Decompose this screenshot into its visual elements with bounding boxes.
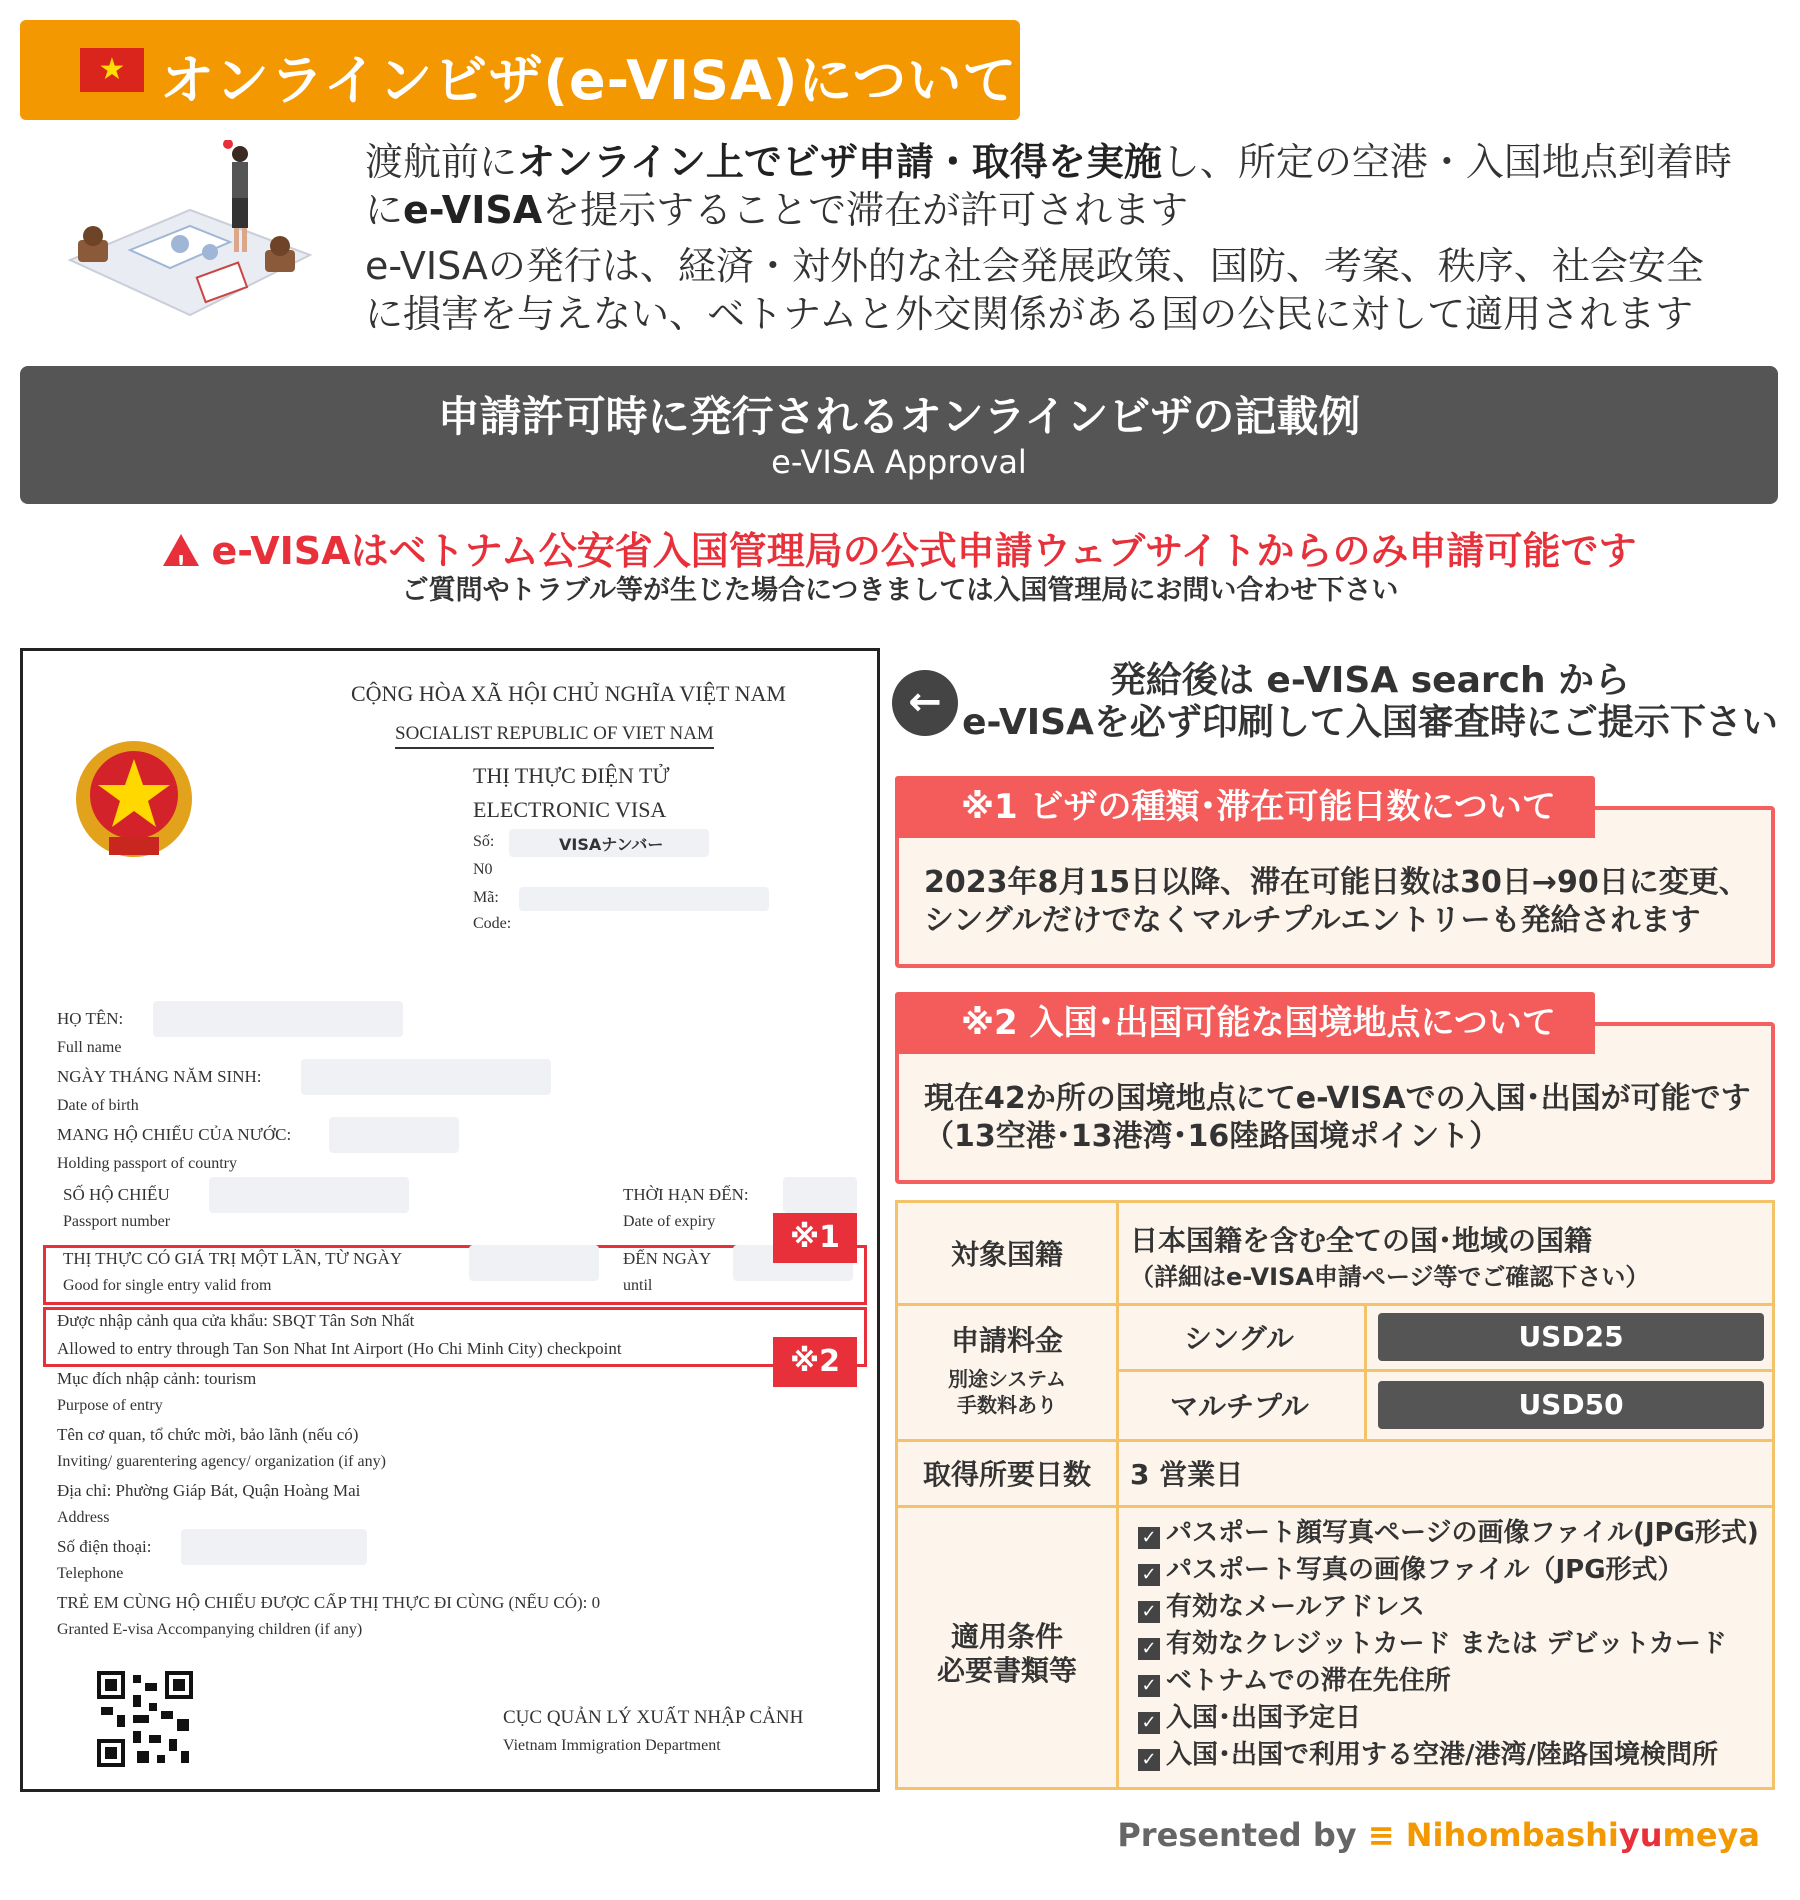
- requirement-text: パスポート写真の画像ファイル（JPG形式）: [1166, 1555, 1684, 1585]
- dept-vi: CỤC QUẢN LÝ XUẤT NHẬP CẢNH: [503, 1707, 804, 1728]
- single-label: シングル: [1184, 1322, 1294, 1355]
- fullname-en: Full name: [57, 1039, 122, 1056]
- section-title-en: e-VISA Approval: [771, 443, 1027, 481]
- note-1-line-2: シングルだけでなくマルチプルエントリーも発給されます: [924, 903, 1701, 938]
- code-field: [519, 887, 769, 911]
- requirements-list: [1138, 1515, 1759, 1774]
- table-column-divider: [1364, 1303, 1367, 1439]
- requirement-text: 有効なメールアドレス: [1166, 1592, 1425, 1622]
- requirement-item: [1138, 1700, 1759, 1737]
- days-label: 取得所要日数: [922, 1458, 1091, 1491]
- nationality-label: 対象国籍: [950, 1238, 1063, 1271]
- intro-text: [365, 138, 1765, 346]
- note-2-line-2: （13空港･13港湾･16陸路国境ポイント）: [924, 1119, 1500, 1154]
- print-instruction-line-1: 発給後は e-VISA search から: [1109, 660, 1631, 701]
- valid-from-vi: THỊ THỰC CÓ GIÁ TRỊ MỘT LẦN, TỪ NGÀY: [63, 1249, 403, 1268]
- title-banner: [20, 20, 1020, 120]
- checkbox-checked-icon: ✓: [1138, 1638, 1160, 1660]
- checkbox-checked-icon: ✓: [1138, 1749, 1160, 1771]
- note-2-tab: ※2 入国･出国可能な国境地点について: [895, 992, 1595, 1054]
- phone-field: [181, 1529, 367, 1565]
- evisa-document: [20, 648, 880, 1792]
- warning-main: ! e-VISAはベトナム公安省入国管理局の公式申請ウェブサイトからのみ申請可能です: [0, 528, 1800, 574]
- so-label: Số:: [473, 833, 495, 850]
- agency-vi: Tên cơ quan, tổ chức mời, bảo lãnh (nếu có): [57, 1425, 359, 1444]
- info-table: [895, 1200, 1775, 1790]
- tag-2: ※2: [773, 1337, 857, 1387]
- requirement-text: 有効なクレジットカード または デビットカード: [1166, 1629, 1727, 1659]
- note-1-tab: ※1 ビザの種類･滞在可能日数について: [895, 776, 1595, 838]
- republic-en: SOCIALIST REPUBLIC OF VIET NAM: [395, 723, 714, 749]
- requirement-text: 入国･出国で利用する空港/港湾/陸路国境検問所: [1166, 1740, 1718, 1770]
- requirement-item: [1138, 1663, 1759, 1700]
- back-arrow-icon: ←: [892, 670, 958, 736]
- section-header: [20, 366, 1778, 504]
- fullname-field: [153, 1001, 403, 1037]
- phone-vi: Số điện thoại:: [57, 1537, 152, 1556]
- warning-sub: ご質問やトラブル等が生じた場合につきましては入国管理局にお問い合わせ下さい: [401, 575, 1399, 606]
- page-title: オンラインビザ(e-VISA)について: [160, 49, 1018, 112]
- country-en: Holding passport of country: [57, 1155, 237, 1172]
- republic-vi: CỘNG HÒA XÃ HỘI CHỦ NGHĨA VIỆT NAM: [351, 681, 786, 706]
- requirements-label-2: 必要書類等: [936, 1654, 1077, 1687]
- note-2-line-1: 現在42か所の国境地点にてe-VISAでの入国･出国が可能です: [924, 1081, 1751, 1116]
- children-vi: TRẺ EM CÙNG HỘ CHIẾU ĐƯỢC CẤP THỊ THỰC ĐI CÙNG (NẾU CÓ): 0: [57, 1593, 601, 1612]
- entry-vi: Được nhập cảnh qua cửa khẩu: SBQT Tân Sơn Nhất: [57, 1311, 415, 1330]
- fee-note-1: 別途システム: [948, 1367, 1066, 1391]
- passport-field: [209, 1177, 409, 1213]
- table-column-divider: [1116, 1203, 1119, 1787]
- table-row-divider: [898, 1439, 1772, 1442]
- fee-note-2: 手数料あり: [957, 1393, 1057, 1417]
- intro-line-3: e-VISAの発行は、経済・対外的な社会発展政策、国防、考案、秩序、社会安全: [365, 244, 1704, 288]
- table-row-divider: [898, 1303, 1772, 1306]
- until-en: until: [623, 1277, 653, 1294]
- purpose-vi: Mục đích nhập cảnh: tourism: [57, 1369, 257, 1388]
- country-vi: MANG HỘ CHIẾU CỦA NƯỚC:: [57, 1125, 292, 1144]
- print-instruction-line-2: e-VISAを必ず印刷して入国審査時にご提示下さい: [962, 702, 1778, 743]
- requirement-item: [1138, 1737, 1759, 1774]
- note-1-line-1: 2023年8月15日以降、滞在可能日数は30日→90日に変更、: [924, 865, 1749, 900]
- fullname-vi: HỌ TÊN:: [57, 1009, 124, 1028]
- requirement-item: [1138, 1515, 1759, 1552]
- brand-name-2: yu: [1618, 1816, 1663, 1854]
- valid-from-field: [469, 1245, 599, 1281]
- note-2-body: [924, 1080, 1751, 1156]
- qr-code-icon: [97, 1671, 193, 1767]
- dept-en: Vietnam Immigration Department: [503, 1737, 721, 1754]
- expiry-field: [783, 1177, 857, 1213]
- entry-en: Allowed to entry through Tan Son Nhat Int Airport (Ho Chi Minh City) checkpoint: [57, 1339, 622, 1358]
- presented-by-text: Presented by: [1117, 1816, 1357, 1854]
- tag-1: ※1: [773, 1213, 857, 1263]
- no-label: N0: [473, 861, 493, 878]
- footer-credit: [1117, 1816, 1760, 1854]
- intro-line-4: に損害を与えない、ベトナムと外交関係がある国の公民に対して適用されます: [365, 292, 1694, 336]
- checkbox-checked-icon: ✓: [1138, 1601, 1160, 1623]
- requirement-text: 入国･出国予定日: [1166, 1703, 1362, 1733]
- visa-title-en: ELECTRONIC VISA: [473, 797, 667, 822]
- dob-en: Date of birth: [57, 1097, 139, 1114]
- single-price: USD25: [1378, 1313, 1764, 1361]
- requirements-label-1: 適用条件: [950, 1620, 1063, 1653]
- address-en: Address: [57, 1509, 110, 1526]
- requirement-item: [1138, 1626, 1759, 1663]
- fee-label: 申請料金: [950, 1324, 1063, 1357]
- until-vi: ĐẾN NGÀY: [623, 1249, 712, 1268]
- phone-en: Telephone: [57, 1565, 124, 1582]
- children-en: Granted E-visa Accompanying children (if any): [57, 1621, 363, 1638]
- checkbox-checked-icon: ✓: [1138, 1564, 1160, 1586]
- multiple-price: USD50: [1378, 1381, 1764, 1429]
- purpose-en: Purpose of entry: [57, 1397, 163, 1414]
- dob-vi: NGÀY THÁNG NĂM SINH:: [57, 1067, 262, 1086]
- table-row-divider: [898, 1505, 1772, 1508]
- expiry-en: Date of expiry: [623, 1213, 716, 1230]
- requirement-text: パスポート顔写真ページの画像ファイル(JPG形式): [1166, 1518, 1759, 1548]
- code-label: Code:: [473, 915, 512, 932]
- expiry-vi: THỜI HẠN ĐẾN:: [623, 1185, 749, 1204]
- warning-icon: !: [163, 534, 199, 566]
- checkbox-checked-icon: ✓: [1138, 1675, 1160, 1697]
- checkbox-checked-icon: ✓: [1138, 1527, 1160, 1549]
- national-emblem-icon: [69, 737, 199, 867]
- multiple-label: マルチプル: [1170, 1390, 1309, 1423]
- country-field: [329, 1117, 459, 1153]
- intro-line-1: 渡航前にオンライン上でビザ申請・取得を実施し、所定の空港・入国地点到着時: [365, 140, 1732, 184]
- ma-label: Mã:: [473, 889, 499, 906]
- days-value: 3 営業日: [1130, 1458, 1244, 1491]
- nationality-value: 日本国籍を含む全ての国･地域の国籍: [1130, 1224, 1593, 1257]
- requirement-item: [1138, 1589, 1759, 1626]
- checkbox-checked-icon: ✓: [1138, 1712, 1160, 1734]
- brand-name-3: meya: [1662, 1816, 1760, 1854]
- print-instruction: [960, 660, 1780, 744]
- passport-vi: SỐ HỘ CHIẾU: [63, 1185, 170, 1204]
- requirement-text: ベトナムでの滞在先住所: [1166, 1666, 1451, 1696]
- passport-en: Passport number: [63, 1213, 171, 1230]
- visa-title-vi: THỊ THỰC ĐIỆN TỬ: [473, 763, 670, 788]
- dob-field: [301, 1059, 551, 1095]
- visa-number: VISAナンバー: [559, 835, 664, 854]
- intro-line-2: にe-VISAを提示することで滞在が許可されます: [365, 188, 1189, 232]
- agency-en: Inviting/ guarentering agency/ organization (if any): [57, 1453, 386, 1470]
- valid-from-en: Good for single entry valid from: [63, 1277, 272, 1294]
- warning-notice: [0, 528, 1800, 608]
- table-row-divider: [1116, 1369, 1772, 1372]
- visa-illustration-icon: [60, 140, 320, 340]
- section-title-jp: 申請許可時に発行されるオンラインビザの記載例: [437, 392, 1361, 441]
- note-1-body: [924, 864, 1749, 940]
- vietnam-flag-icon: ★: [80, 48, 144, 92]
- address-vi: Địa chỉ: Phường Giáp Bát, Quận Hoàng Mai: [57, 1481, 361, 1500]
- brand-logo-icon: ≡: [1367, 1816, 1406, 1854]
- requirement-item: [1138, 1552, 1759, 1589]
- brand-name-1: Nihombashi: [1405, 1816, 1619, 1854]
- nationality-note: （詳細はe-VISA申請ページ等でご確認下さい）: [1130, 1263, 1650, 1291]
